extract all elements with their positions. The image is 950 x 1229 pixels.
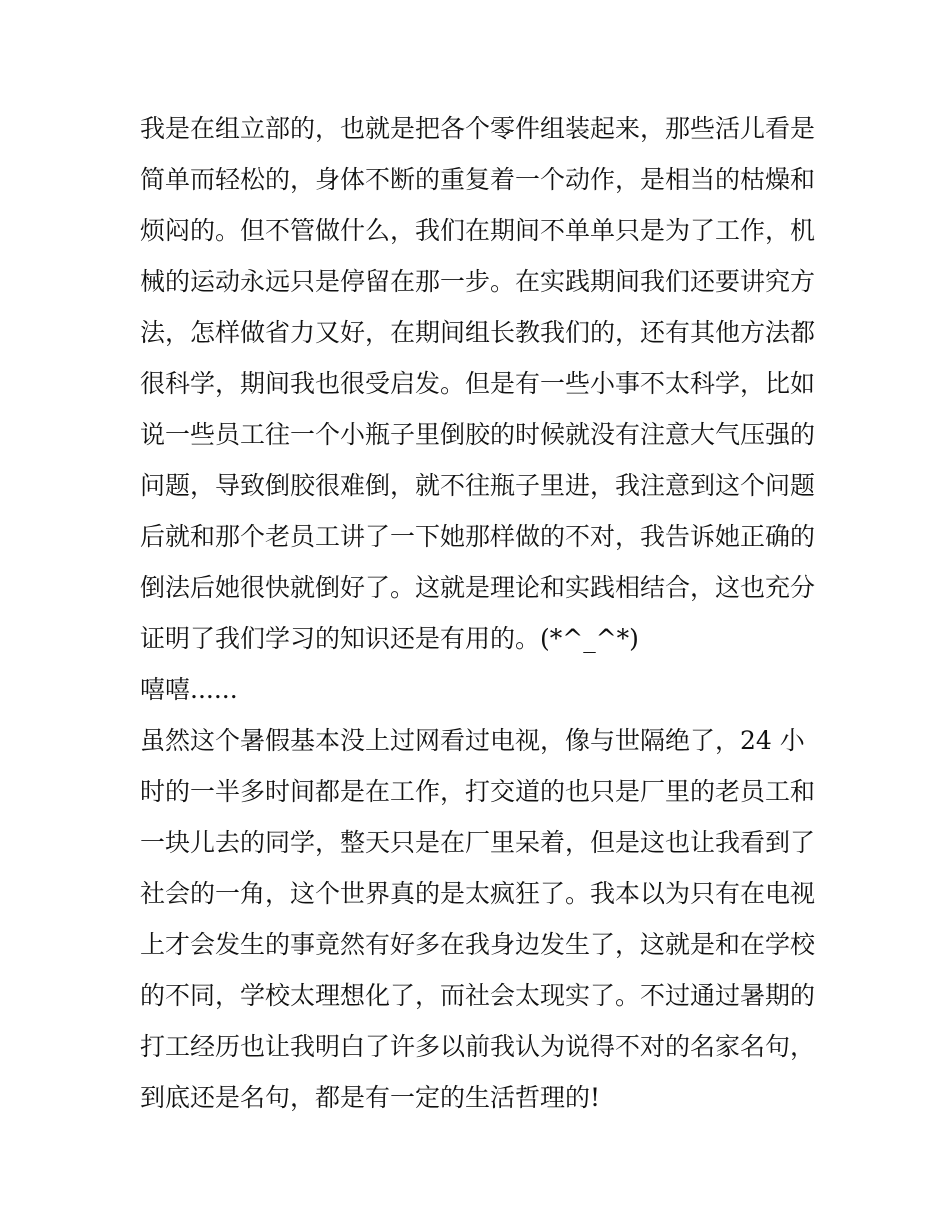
body-text: [140, 103, 820, 1123]
text-line-10: 倒法后她很快就倒好了。这就是理论和实践相结合，这也充分: [140, 573, 816, 602]
text-line-13: 虽然这个暑假基本没上过网看过电视，像与世隔绝了，24 小: [140, 726, 805, 755]
text-line-17: 上才会发生的事竟然有好多在我身边发生了，这就是和在学校: [140, 930, 816, 959]
text-line-5: 法，怎样做省力又好，在期间组长教我们的，还有其他方法都: [140, 318, 816, 347]
text-line-20: 到底还是名句，都是有一定的生活哲理的!: [140, 1083, 601, 1112]
text-line-19: 打工经历也让我明白了许多以前我认为说得不对的名家名句，: [140, 1032, 816, 1061]
text-line-18: 的不同，学校太理想化了，而社会太现实了。不过通过暑期的: [140, 981, 816, 1010]
text-line-6: 很科学，期间我也很受启发。但是有一些小事不太科学，比如: [140, 369, 816, 398]
text-line-14: 时的一半多时间都是在工作，打交道的也只是厂里的老员工和: [140, 777, 816, 806]
text-line-3: 烦闷的。但不管做什么，我们在期间不单单只是为了工作，机: [140, 216, 816, 245]
text-line-7: 说一些员工往一个小瓶子里倒胶的时候就没有注意大气压强的: [140, 420, 816, 449]
text-line-9: 后就和那个老员工讲了一下她那样做的不对，我告诉她正确的: [140, 522, 816, 551]
text-line-1: 我是在组立部的，也就是把各个零件组装起来，那些活儿看是: [140, 114, 816, 143]
text-line-8: 问题，导致倒胶很难倒，就不往瓶子里进，我注意到这个问题: [140, 471, 816, 500]
text-line-4: 械的运动永远只是停留在那一步。在实践期间我们还要讲究方: [140, 267, 816, 296]
text-line-2: 简单而轻松的，身体不断的重复着一个动作，是相当的枯燥和: [140, 165, 816, 194]
text-line-16: 社会的一角，这个世界真的是太疯狂了。我本以为只有在电视: [140, 879, 816, 908]
text-line-11: 证明了我们学习的知识还是有用的。(*^_^*): [140, 624, 639, 653]
text-line-12: 嘻嘻......: [140, 675, 238, 704]
text-line-15: 一块儿去的同学，整天只是在厂里呆着，但是这也让我看到了: [140, 828, 816, 857]
